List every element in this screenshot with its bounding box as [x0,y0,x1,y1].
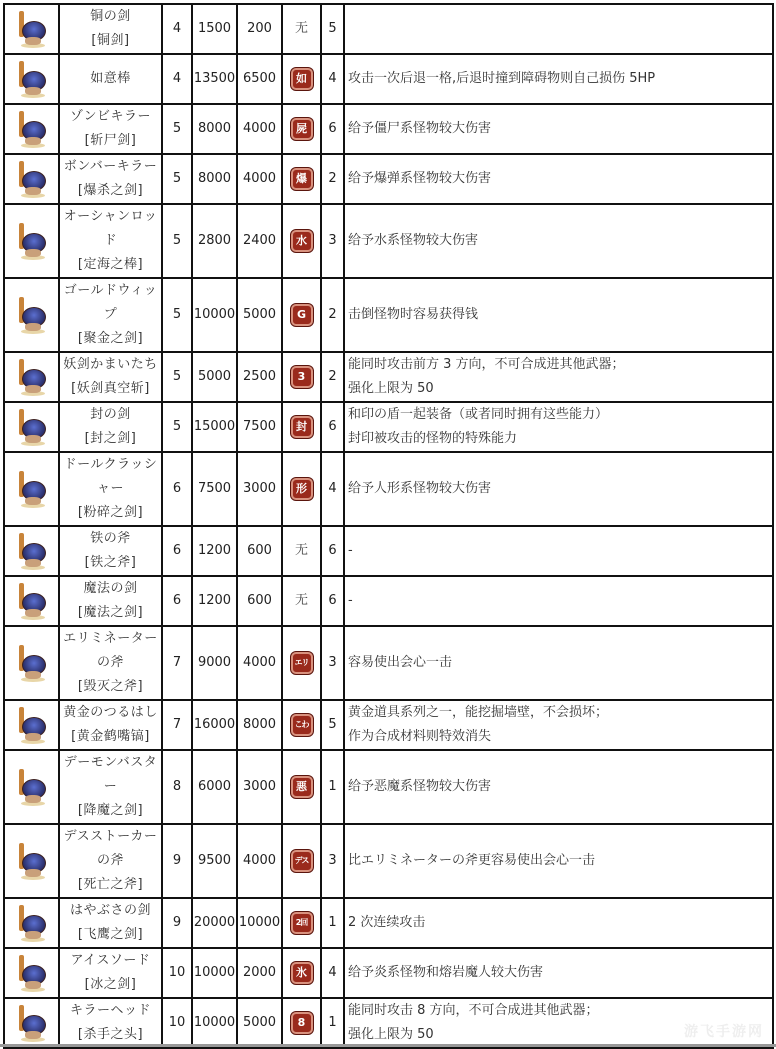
buy-price-cell: 5000 [192,352,237,402]
slots-cell: 3 [321,626,344,700]
weapon-name-jp: 黄金のつるはし [63,705,158,720]
table-row [4,576,773,626]
weapon-name-jp: ゴールドウィップ [63,283,158,322]
buy-price-cell: 20000 [192,898,237,948]
weapon-name-jp: デーモンバスター [63,755,158,794]
buy-price-cell: 15000 [192,402,237,452]
slots-cell: 5 [321,700,344,750]
table-row [4,526,773,576]
table-row [4,700,773,750]
table-row [4,278,773,352]
watermark: 游飞手游网 [684,1024,764,1040]
slots-cell: 2 [321,278,344,352]
seal-badge-icon: 如 [291,68,313,90]
slots-cell: 1 [321,750,344,824]
level-cell: 10 [162,998,192,1048]
sell-price-cell: 600 [237,576,282,626]
seal-badge-icon: 屍 [291,118,313,140]
sprite-cell [4,4,59,54]
character-sprite-icon [15,903,49,943]
sell-price-cell: 200 [237,4,282,54]
weapon-table-body [4,4,773,1048]
weapon-name-jp: ゾンビキラー [69,109,151,124]
description-line: 能同时攻击前方 3 方向，不可合成进其他武器； [348,357,625,372]
description-line: 强化上限为 50 [348,1027,434,1042]
character-sprite-icon [15,767,49,807]
seal-cell [282,750,321,824]
level-cell: 9 [162,824,192,898]
weapon-name-cell [59,526,162,576]
buy-price-cell: 2800 [192,204,237,278]
table-row [4,402,773,452]
character-sprite-icon [15,109,49,149]
weapon-name-cn: [聚金之剑] [77,331,144,346]
character-sprite-icon [15,357,49,397]
weapon-name-cell [59,750,162,824]
description-line: 作为合成材料则特效消失 [348,729,492,744]
weapon-name-jp: キラーヘッド [69,1003,151,1018]
character-sprite-icon [15,469,49,509]
sprite-cell [4,824,59,898]
character-legs-icon [25,435,41,443]
buy-price-cell: 7500 [192,452,237,526]
seal-cell [282,352,321,402]
sell-price-cell: 4000 [237,154,282,204]
seal-cell [282,626,321,700]
description-line: 给予恶魔系怪物较大伤害 [348,779,492,794]
weapon-name-jp: エリミネーターの斧 [63,631,158,670]
buy-price-cell: 1500 [192,4,237,54]
table-row [4,452,773,526]
seal-cell [282,948,321,998]
seal-cell [282,898,321,948]
level-cell: 5 [162,278,192,352]
buy-price-cell: 16000 [192,700,237,750]
weapon-name-jp: ボンバーキラー [63,159,158,174]
table-row [4,998,773,1048]
character-sprite-icon [15,9,49,49]
weapon-name-cell [59,154,162,204]
character-sprite-icon [15,531,49,571]
level-cell: 9 [162,898,192,948]
weapon-name-cn: [毁灭之斧] [77,679,144,694]
weapon-name-cell [59,204,162,278]
weapon-name-cn: [降魔之剑] [77,803,144,818]
sprite-cell [4,526,59,576]
character-sprite-icon [15,221,49,261]
buy-price-cell: 9500 [192,824,237,898]
character-legs-icon [25,1031,41,1039]
weapon-name-cell [59,4,162,54]
seal-badge-icon: デス [291,850,313,872]
slots-cell: 6 [321,402,344,452]
weapon-name-cell [59,626,162,700]
sell-price-cell: 4000 [237,626,282,700]
sprite-cell [4,104,59,154]
character-legs-icon [25,37,41,45]
weapon-name-cn: [黄金鹤嘴镐] [71,729,150,744]
sell-price-cell: 3000 [237,750,282,824]
table-row [4,824,773,898]
level-cell: 7 [162,700,192,750]
seal-cell [282,402,321,452]
description-line: 能同时攻击 8 方向，不可合成进其他武器； [348,1003,599,1018]
seal-cell [282,104,321,154]
table-row [4,948,773,998]
character-legs-icon [25,87,41,95]
sell-price-cell: 600 [237,526,282,576]
table-row [4,104,773,154]
weapon-name-cn: [冰之剑] [84,977,137,992]
character-sprite-icon [15,581,49,621]
seal-cell [282,998,321,1048]
character-sprite-icon [15,59,49,99]
level-cell: 5 [162,402,192,452]
description-line: 和印の盾一起装备（或者同时拥有这些能力） [348,407,609,422]
weapon-name-cn: [魔法之剑] [77,605,144,620]
weapon-name-cn: [杀手之头] [77,1027,144,1042]
description-cell [344,452,773,526]
description-line: 黄金道具系列之一，能挖掘墙壁，不会损坏； [348,705,609,720]
seal-badge-icon: G [291,304,313,326]
weapon-name-cn: [妖剑真空斩] [71,381,150,396]
sell-price-cell: 2500 [237,352,282,402]
slots-cell: 4 [321,54,344,104]
description-cell [344,4,773,54]
weapon-name-jp: 铜の剑 [90,9,131,24]
sprite-cell [4,750,59,824]
description-line: 给予炎系怪物和熔岩魔人较大伤害 [348,965,544,980]
weapon-name-cn: [斩尸剑] [84,133,137,148]
description-line: - [348,593,353,608]
level-cell: 7 [162,626,192,700]
no-seal-label: 无 [294,593,308,608]
weapon-name-cell [59,998,162,1048]
seal-badge-icon: 封 [291,416,313,438]
table-row [4,750,773,824]
character-legs-icon [25,323,41,331]
no-seal-label: 无 [294,543,308,558]
sell-price-cell: 2400 [237,204,282,278]
character-legs-icon [25,559,41,567]
description-line: 比エリミネーターの斧更容易使出会心一击 [348,853,596,868]
weapon-name-cell [59,898,162,948]
weapon-name-cn: [铁之斧] [84,555,137,570]
character-legs-icon [25,187,41,195]
description-cell [344,898,773,948]
buy-price-cell: 13500 [192,54,237,104]
description-cell [344,700,773,750]
seal-cell [282,824,321,898]
table-row [4,4,773,54]
seal-cell [282,54,321,104]
description-line: - [348,543,353,558]
slots-cell: 1 [321,898,344,948]
table-row [4,626,773,700]
weapon-name-cell [59,54,162,104]
character-legs-icon [25,981,41,989]
description-line: 给予爆弹系怪物较大伤害 [348,171,492,186]
character-sprite-icon [15,841,49,881]
buy-price-cell: 9000 [192,626,237,700]
seal-cell [282,576,321,626]
level-cell: 6 [162,526,192,576]
buy-price-cell: 1200 [192,526,237,576]
description-cell [344,402,773,452]
seal-badge-icon: 悪 [291,776,313,798]
buy-price-cell: 10000 [192,948,237,998]
description-cell [344,278,773,352]
weapon-name-cn: [定海之棒] [77,257,144,272]
description-cell [344,750,773,824]
sell-price-cell: 5000 [237,998,282,1048]
sell-price-cell: 2000 [237,948,282,998]
character-sprite-icon [15,295,49,335]
sell-price-cell: 7500 [237,402,282,452]
slots-cell: 3 [321,824,344,898]
level-cell: 4 [162,54,192,104]
sprite-cell [4,700,59,750]
slots-cell: 6 [321,104,344,154]
level-cell: 6 [162,576,192,626]
seal-badge-icon: 水 [291,230,313,252]
weapon-name-cell [59,700,162,750]
sprite-cell [4,898,59,948]
character-sprite-icon [15,1003,49,1043]
slots-cell: 3 [321,204,344,278]
weapon-name-cn: [粉碎之剑] [77,505,144,520]
weapon-name-cell [59,948,162,998]
character-legs-icon [25,671,41,679]
character-legs-icon [25,795,41,803]
description-line: 封印被攻击的怪物的特殊能力 [348,431,518,446]
sell-price-cell: 3000 [237,452,282,526]
sprite-cell [4,54,59,104]
description-cell [344,576,773,626]
weapon-name-cell [59,452,162,526]
seal-badge-icon: エリ [291,652,313,674]
buy-price-cell: 10000 [192,998,237,1048]
level-cell: 10 [162,948,192,998]
sprite-cell [4,948,59,998]
description-cell [344,154,773,204]
description-cell [344,352,773,402]
description-line: 攻击一次后退一格,后退时撞到障碍物则自己损伤 5HP [348,71,656,86]
character-legs-icon [25,497,41,505]
character-legs-icon [25,137,41,145]
sell-price-cell: 8000 [237,700,282,750]
character-legs-icon [25,733,41,741]
weapon-name-jp: オーシャンロッド [63,209,158,248]
table-row [4,204,773,278]
seal-cell [282,700,321,750]
description-cell [344,626,773,700]
character-sprite-icon [15,705,49,745]
sprite-cell [4,626,59,700]
character-legs-icon [25,609,41,617]
seal-badge-icon: 3 [291,366,313,388]
level-cell: 5 [162,154,192,204]
weapon-name-cell [59,278,162,352]
weapon-name-jp: 铁の斧 [90,531,131,546]
weapon-name-cn: [死亡之斧] [77,877,144,892]
sprite-cell [4,998,59,1048]
seal-badge-icon: 2回 [291,912,313,934]
seal-badge-icon: こわ [291,714,313,736]
seal-badge-icon: 8 [291,1012,313,1034]
level-cell: 5 [162,104,192,154]
table-row [4,352,773,402]
level-cell: 5 [162,204,192,278]
sprite-cell [4,402,59,452]
character-legs-icon [25,869,41,877]
character-sprite-icon [15,407,49,447]
seal-badge-icon: 爆 [291,168,313,190]
weapon-name-jp: 妖剑かまいたち [63,357,158,372]
description-line: 容易使出会心一击 [348,655,453,670]
description-cell [344,526,773,576]
buy-price-cell: 8000 [192,104,237,154]
weapon-name-cell [59,352,162,402]
sprite-cell [4,576,59,626]
description-line: 强化上限为 50 [348,381,434,396]
buy-price-cell: 8000 [192,154,237,204]
level-cell: 4 [162,4,192,54]
no-seal-label: 无 [294,21,308,36]
description-line: 给予水系怪物较大伤害 [348,233,479,248]
weapon-name-cn: [飞鹰之剑] [77,927,144,942]
character-legs-icon [25,249,41,257]
description-cell [344,824,773,898]
seal-badge-icon: 氷 [291,962,313,984]
weapon-name-jp: 如意棒 [90,71,131,86]
slots-cell: 2 [321,352,344,402]
sell-price-cell: 10000 [237,898,282,948]
seal-cell [282,526,321,576]
seal-cell [282,204,321,278]
seal-cell [282,4,321,54]
description-line: 击倒怪物时容易获得钱 [348,307,479,322]
level-cell: 5 [162,352,192,402]
weapon-name-jp: デスストーカーの斧 [63,829,158,868]
slots-cell: 6 [321,526,344,576]
seal-badge-icon: 形 [291,478,313,500]
buy-price-cell: 1200 [192,576,237,626]
description-line: 2 次连续攻击 [348,915,426,930]
description-cell [344,948,773,998]
sprite-cell [4,154,59,204]
weapon-table [3,3,774,1049]
description-cell [344,204,773,278]
slots-cell: 5 [321,4,344,54]
table-row [4,154,773,204]
table-row [4,54,773,104]
weapon-name-cell [59,824,162,898]
buy-price-cell: 10000 [192,278,237,352]
table-row [4,898,773,948]
level-cell: 8 [162,750,192,824]
sprite-cell [4,204,59,278]
sprite-cell [4,352,59,402]
slots-cell: 4 [321,948,344,998]
weapon-name-jp: はやぶさの剑 [69,903,151,918]
description-cell [344,54,773,104]
character-sprite-icon [15,159,49,199]
weapon-name-jp: ドールクラッシャー [63,457,158,496]
slots-cell: 1 [321,998,344,1048]
sell-price-cell: 4000 [237,824,282,898]
character-sprite-icon [15,953,49,993]
weapon-name-jp: 魔法の剑 [83,581,138,596]
slots-cell: 6 [321,576,344,626]
slots-cell: 2 [321,154,344,204]
description-line: 给予人形系怪物较大伤害 [348,481,492,496]
sprite-cell [4,278,59,352]
weapon-name-cn: [爆杀之剑] [77,183,144,198]
character-sprite-icon [15,643,49,683]
buy-price-cell: 6000 [192,750,237,824]
sprite-cell [4,452,59,526]
weapon-name-cell [59,402,162,452]
sell-price-cell: 4000 [237,104,282,154]
weapon-name-cn: [封之剑] [84,431,137,446]
weapon-name-cell [59,104,162,154]
weapon-name-cell [59,576,162,626]
description-cell [344,104,773,154]
sell-price-cell: 6500 [237,54,282,104]
character-legs-icon [25,931,41,939]
description-line: 给予僵尸系怪物较大伤害 [348,121,492,136]
character-legs-icon [25,385,41,393]
seal-cell [282,452,321,526]
weapon-name-jp: アイスソード [70,953,151,968]
weapon-name-cn: [铜剑] [91,33,130,48]
seal-cell [282,278,321,352]
slots-cell: 4 [321,452,344,526]
seal-cell [282,154,321,204]
sell-price-cell: 5000 [237,278,282,352]
level-cell: 6 [162,452,192,526]
weapon-name-jp: 封の剑 [90,407,131,422]
